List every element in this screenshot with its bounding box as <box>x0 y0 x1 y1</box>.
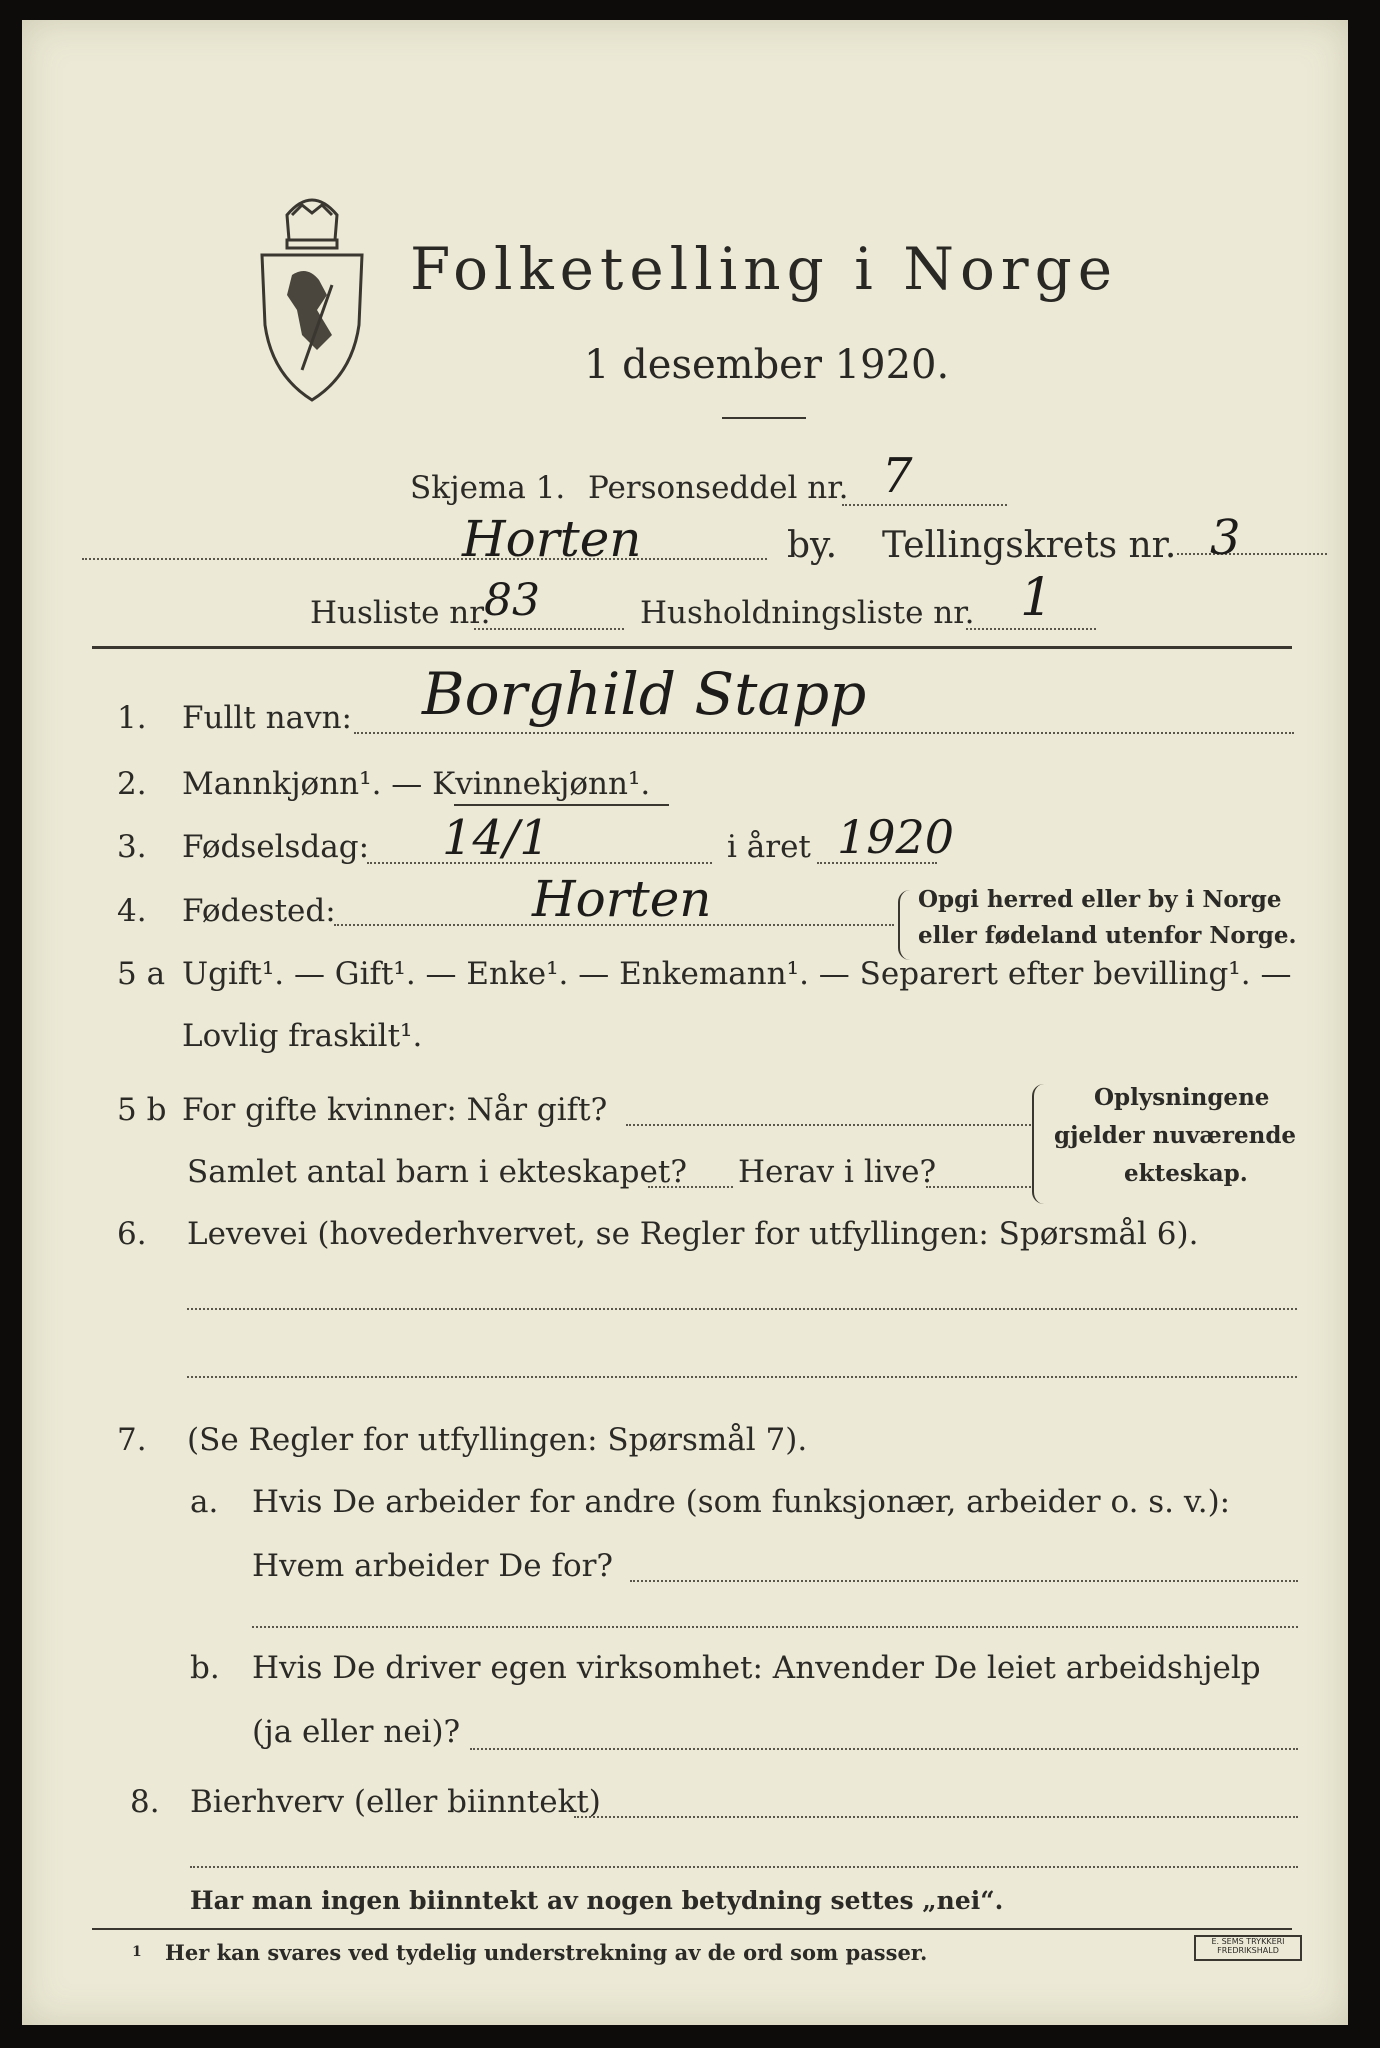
title-divider <box>722 417 806 419</box>
children-line <box>648 1186 733 1188</box>
q5b-note-line-1: Oplysningene <box>1094 1084 1270 1111</box>
q3-number: 3. <box>117 829 147 865</box>
birthday-value[interactable]: 14/1 <box>442 810 550 866</box>
q7a-label: Hvis De arbeider for andre (som funksjonær, arbeider o. s. v.): <box>252 1484 1231 1520</box>
when-married-line <box>626 1124 1031 1126</box>
q1-line <box>354 732 1294 734</box>
footnote-mark: 1 <box>132 1944 142 1960</box>
form-title: Folketelling i Norge <box>410 235 1119 303</box>
q6-line-1 <box>187 1308 1297 1310</box>
q7a-letter: a. <box>190 1484 219 1520</box>
q5b-number: 5 b <box>117 1092 167 1128</box>
q4-note-line-2: eller fødeland utenfor Norge. <box>918 922 1297 949</box>
personseddel-label: Personseddel nr. <box>588 470 849 506</box>
q5a-number: 5 a <box>117 956 166 992</box>
q2-label: Mannkjønn¹. — Kvinnekjønn¹. <box>182 766 651 802</box>
q1-number: 1. <box>117 700 147 736</box>
q7b-letter: b. <box>190 1650 220 1686</box>
q3-label: Fødselsdag: <box>182 829 370 865</box>
husholdningsliste-value[interactable]: 1 <box>1020 568 1054 628</box>
q8-label: Bierhverv (eller biinntekt) <box>190 1784 601 1820</box>
coat-of-arms-icon <box>247 185 377 410</box>
printer-stamp-line-2: FREDRIKSHALD <box>1217 1946 1279 1955</box>
employer-line <box>630 1580 1298 1582</box>
q7b-label-2: (ja eller nei)? <box>252 1714 461 1750</box>
husliste-label: Husliste nr. <box>310 595 491 631</box>
q5a-label-2: Lovlig fraskilt¹. <box>182 1018 423 1054</box>
birth-year-value[interactable]: 1920 <box>837 810 955 864</box>
q6-number: 6. <box>117 1216 147 1252</box>
printer-stamp-line-1: E. SEMS TRYKKERI <box>1211 1937 1285 1946</box>
hired-help-line <box>470 1748 1298 1750</box>
personseddel-line <box>842 504 1007 506</box>
header-rule <box>92 646 1292 649</box>
printer-stamp <box>1194 1935 1302 1961</box>
q7b-label: Hvis De driver egen virksomhet: Anvender De leiet arbeidshjelp <box>252 1650 1261 1686</box>
q5b-label-2: Samlet antal barn i ekteskapet? <box>187 1154 687 1190</box>
footer-rule <box>92 1928 1292 1930</box>
by-label: by. <box>787 525 838 566</box>
q3-year-label: i året <box>727 829 811 865</box>
birthplace-value[interactable]: Horten <box>532 870 712 928</box>
husholdningsliste-label: Husholdningsliste nr. <box>640 595 975 631</box>
q4-label: Fødested: <box>182 893 336 929</box>
q6-label: Levevei (hovederhvervet, se Regler for utfyllingen: Spørsmål 6). <box>187 1216 1199 1252</box>
q4-note-bracket <box>898 890 910 960</box>
full-name-value[interactable]: Borghild Stapp <box>422 660 867 728</box>
census-form <box>22 20 1348 2025</box>
q4-number: 4. <box>117 893 147 929</box>
tellingskrets-line <box>1177 553 1327 555</box>
q5b-note-line-3: ekteskap. <box>1124 1160 1248 1187</box>
husliste-value[interactable]: 83 <box>484 575 540 626</box>
q7a-label-2: Hvem arbeider De for? <box>252 1548 614 1584</box>
schema-prefix: Skjema 1. <box>410 470 566 506</box>
employer-line-2 <box>252 1626 1298 1628</box>
personseddel-value[interactable]: 7 <box>882 448 913 504</box>
q7-label: (Se Regler for utfyllingen: Spørsmål 7). <box>187 1422 808 1458</box>
husholdningsliste-line <box>966 628 1096 630</box>
census-date: 1 desember 1920. <box>584 342 950 388</box>
by-line <box>82 558 767 560</box>
q6-line-2 <box>187 1376 1297 1378</box>
q7-number: 7. <box>117 1422 147 1458</box>
q5b-label-3: Herav i live? <box>738 1154 937 1190</box>
q2-number: 2. <box>117 766 147 802</box>
q5b-note-bracket <box>1032 1084 1044 1204</box>
q8-note: Har man ingen biinntekt av nogen betydning settes „nei“. <box>190 1886 1004 1915</box>
tellingskrets-label: Tellingskrets nr. <box>882 525 1177 566</box>
q5a-label: Ugift¹. — Gift¹. — Enke¹. — Enkemann¹. — Separert efter bevilling¹. — <box>182 956 1292 992</box>
q5b-note-line-2: gjelder nuværende <box>1054 1122 1297 1149</box>
q8-number: 8. <box>130 1784 160 1820</box>
kvinnekjonn-underline <box>454 804 669 806</box>
husliste-line <box>474 628 624 630</box>
by-value[interactable]: Horten <box>462 510 642 568</box>
footnote-text: Her kan svares ved tydelig understrekning av de ord som passer. <box>165 1940 928 1965</box>
q4-note-line-1: Opgi herred eller by i Norge <box>918 886 1282 913</box>
alive-line <box>926 1186 1031 1188</box>
side-income-line-2 <box>190 1866 1298 1868</box>
tellingskrets-value[interactable]: 3 <box>1210 510 1241 566</box>
q5b-label: For gifte kvinner: Når gift? <box>182 1092 608 1128</box>
q1-label: Fullt navn: <box>182 700 352 736</box>
side-income-line <box>574 1816 1298 1818</box>
